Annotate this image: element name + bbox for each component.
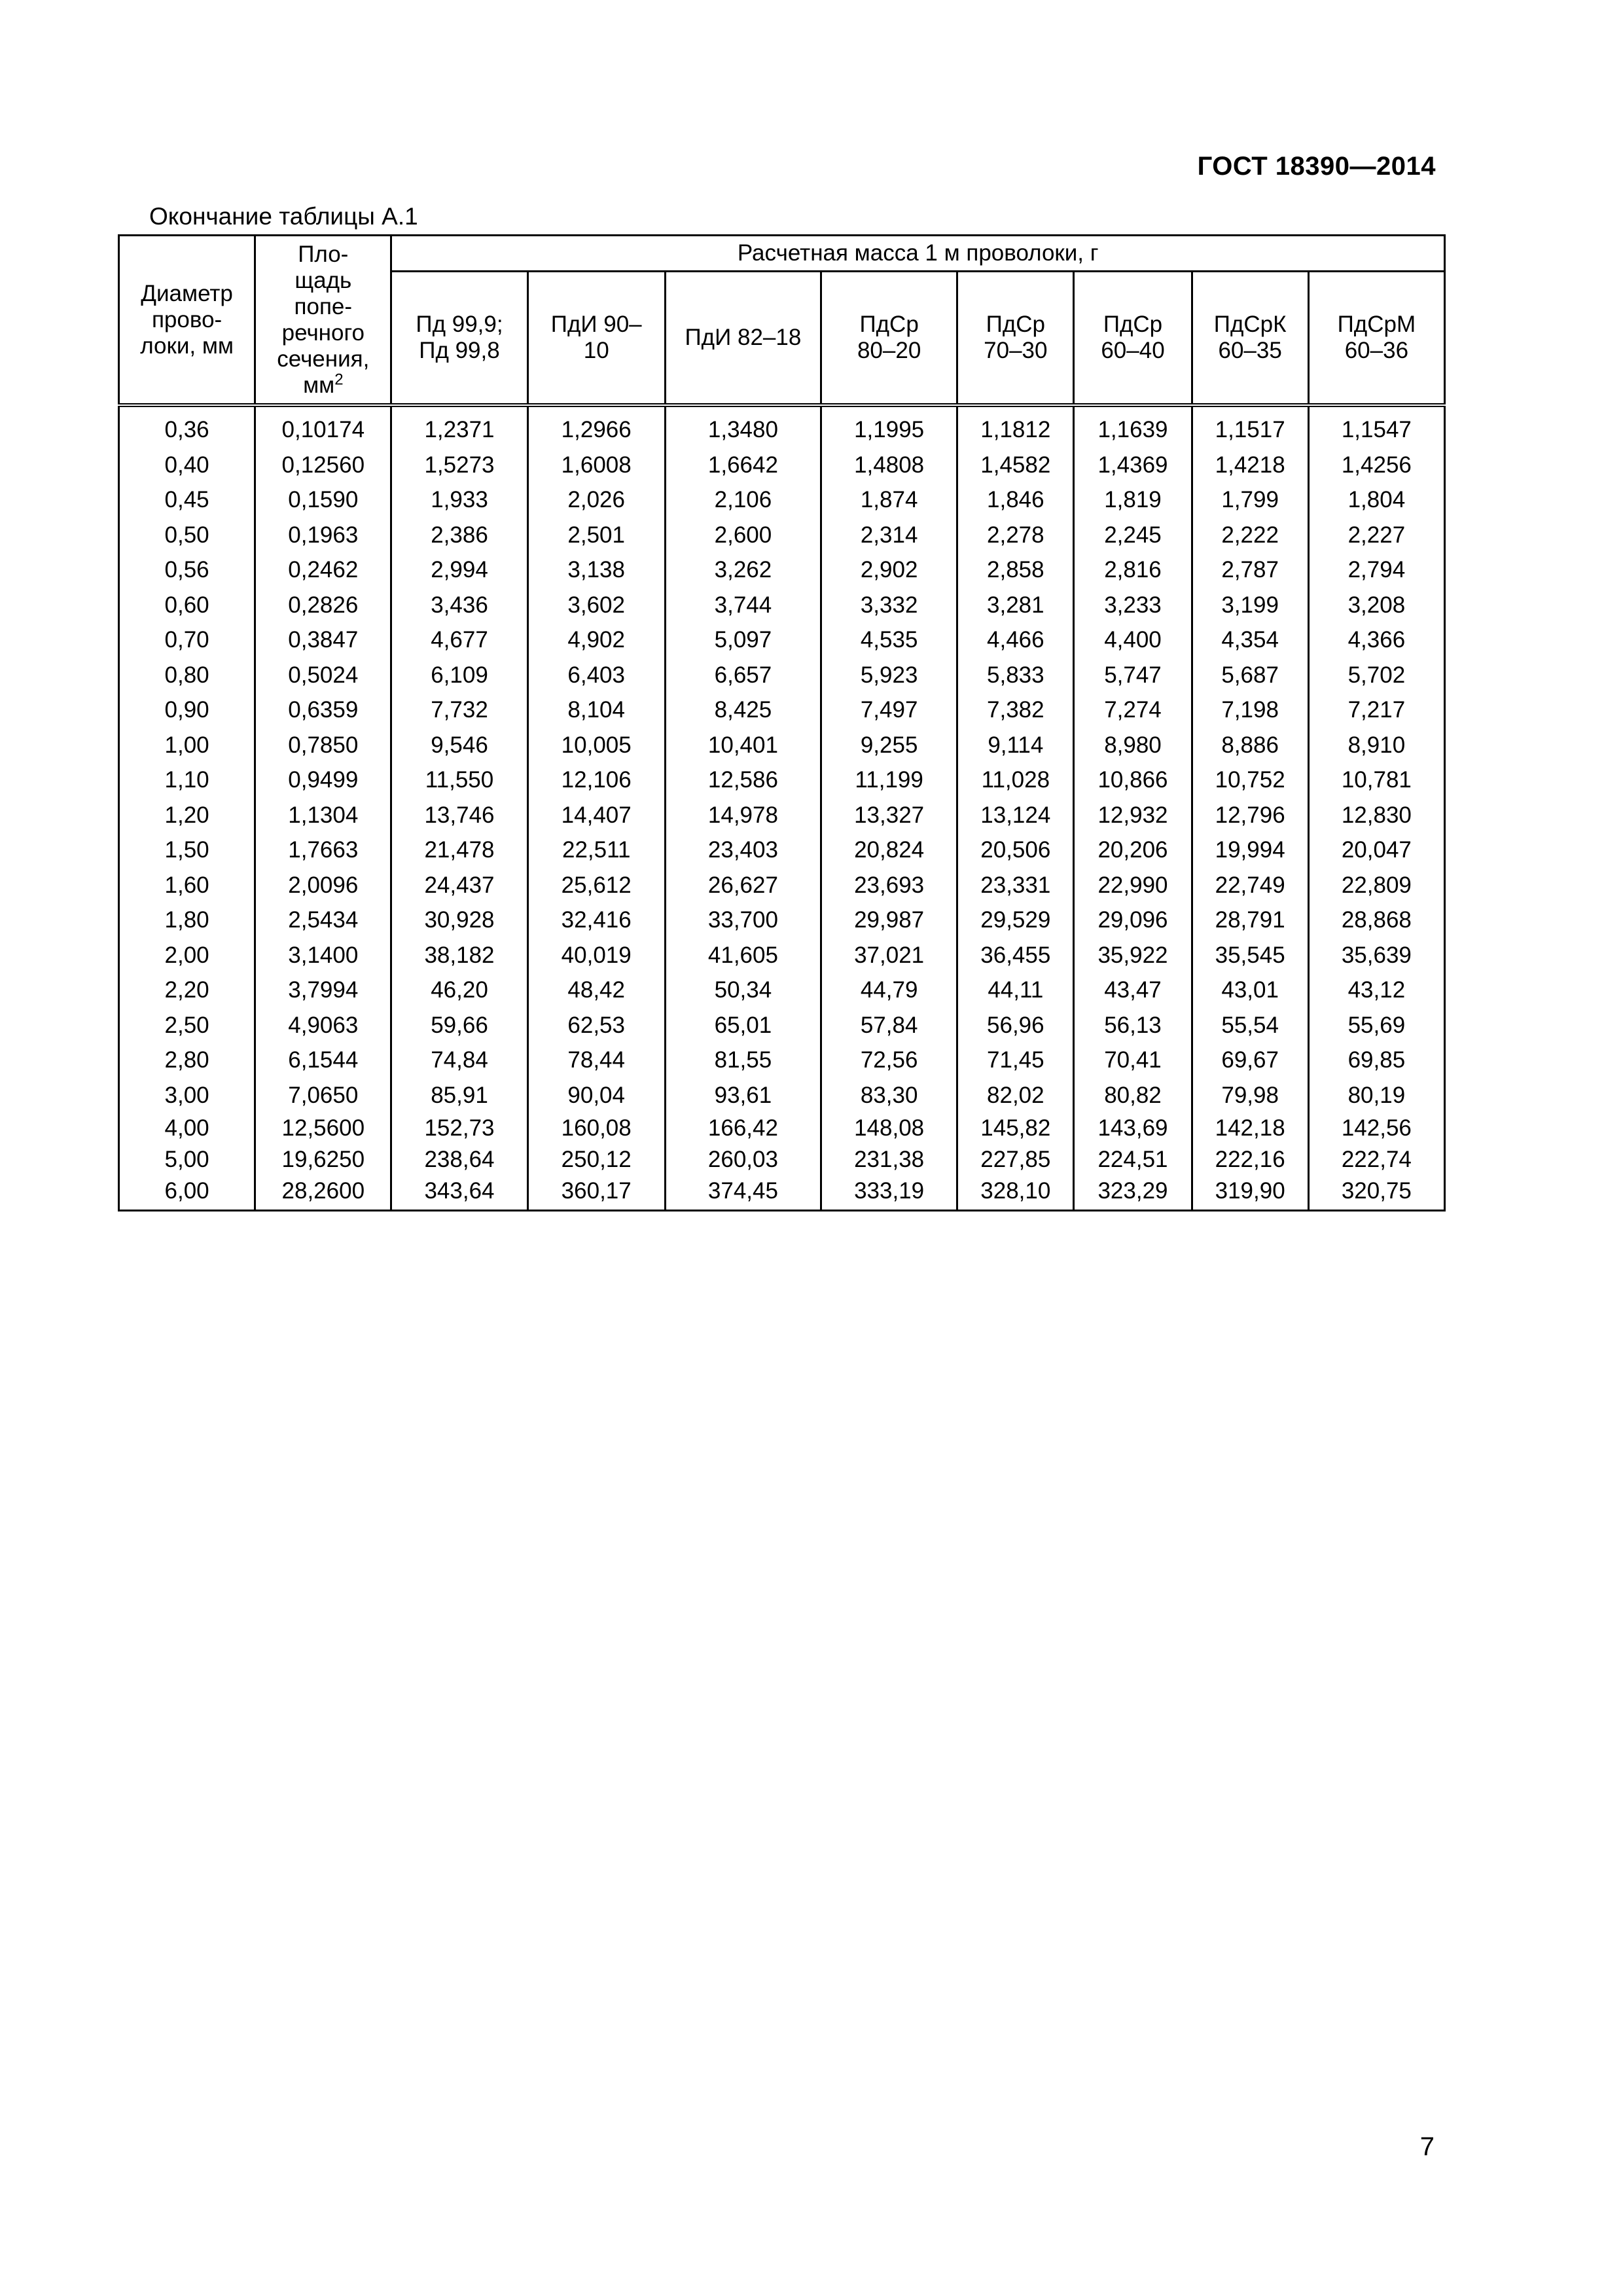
cell-mass: 46,20 — [391, 973, 527, 1008]
cell-mass: 1,799 — [1192, 482, 1308, 518]
cell-diameter: 0,45 — [119, 482, 255, 518]
cell-mass: 43,12 — [1308, 973, 1444, 1008]
cell-mass: 3,436 — [391, 588, 527, 623]
cell-mass: 41,605 — [665, 938, 821, 973]
table-row — [119, 868, 1445, 903]
table-row — [119, 622, 1445, 658]
cell-mass: 10,781 — [1308, 762, 1444, 798]
cell-mass: 26,627 — [665, 868, 821, 903]
cell-mass: 37,021 — [821, 938, 957, 973]
col-header-alloy: ПдИ 90– 10 — [527, 272, 665, 406]
cell-mass: 6,657 — [665, 658, 821, 693]
cell-mass: 1,1547 — [1308, 405, 1444, 448]
cell-mass: 29,987 — [821, 903, 957, 938]
cell-mass: 55,69 — [1308, 1008, 1444, 1043]
table-row — [119, 1144, 1445, 1175]
table-row — [119, 973, 1445, 1008]
cell-mass: 145,82 — [957, 1113, 1074, 1144]
col-header-area-sup: 2 — [334, 370, 344, 388]
cell-mass: 5,687 — [1192, 658, 1308, 693]
cell-mass: 3,332 — [821, 588, 957, 623]
cell-mass: 23,331 — [957, 868, 1074, 903]
cell-mass: 8,104 — [527, 692, 665, 728]
cell-mass: 1,819 — [1074, 482, 1192, 518]
cell-mass: 1,1517 — [1192, 405, 1308, 448]
cell-diameter: 1,60 — [119, 868, 255, 903]
cell-area: 0,2462 — [255, 552, 391, 588]
cell-mass: 23,693 — [821, 868, 957, 903]
cell-mass: 38,182 — [391, 938, 527, 973]
cell-mass: 6,109 — [391, 658, 527, 693]
cell-mass: 1,1812 — [957, 405, 1074, 448]
cell-mass: 35,639 — [1308, 938, 1444, 973]
cell-mass: 1,4808 — [821, 448, 957, 483]
cell-mass: 56,96 — [957, 1008, 1074, 1043]
cell-mass: 1,2966 — [527, 405, 665, 448]
cell-area: 2,0096 — [255, 868, 391, 903]
cell-diameter: 0,90 — [119, 692, 255, 728]
cell-mass: 9,114 — [957, 728, 1074, 763]
cell-mass: 23,403 — [665, 833, 821, 868]
col-header-diameter — [119, 236, 255, 406]
table-row — [119, 658, 1445, 693]
table-row — [119, 903, 1445, 938]
cell-mass: 1,1639 — [1074, 405, 1192, 448]
table-body — [119, 405, 1445, 1211]
cell-mass: 22,511 — [527, 833, 665, 868]
cell-diameter: 2,80 — [119, 1043, 255, 1078]
col-header-diameter-label: Диаметр прово- локи, мм — [140, 280, 234, 359]
cell-mass: 3,262 — [665, 552, 821, 588]
cell-mass: 71,45 — [957, 1043, 1074, 1078]
cell-diameter: 2,20 — [119, 973, 255, 1008]
cell-mass: 14,978 — [665, 798, 821, 833]
cell-mass: 3,233 — [1074, 588, 1192, 623]
cell-mass: 2,501 — [527, 518, 665, 553]
cell-area: 1,1304 — [255, 798, 391, 833]
table-row — [119, 405, 1445, 448]
cell-mass: 8,425 — [665, 692, 821, 728]
cell-diameter: 0,60 — [119, 588, 255, 623]
cell-mass: 4,400 — [1074, 622, 1192, 658]
cell-mass: 20,506 — [957, 833, 1074, 868]
cell-mass: 83,30 — [821, 1078, 957, 1113]
cell-mass: 4,354 — [1192, 622, 1308, 658]
cell-area: 3,7994 — [255, 973, 391, 1008]
cell-mass: 4,677 — [391, 622, 527, 658]
cell-mass: 62,53 — [527, 1008, 665, 1043]
cell-mass: 1,1995 — [821, 405, 957, 448]
cell-mass: 81,55 — [665, 1043, 821, 1078]
cell-diameter: 2,00 — [119, 938, 255, 973]
cell-mass: 1,804 — [1308, 482, 1444, 518]
cell-diameter: 0,40 — [119, 448, 255, 483]
cell-diameter: 6,00 — [119, 1175, 255, 1211]
cell-mass: 85,91 — [391, 1078, 527, 1113]
cell-mass: 222,74 — [1308, 1144, 1444, 1175]
cell-mass: 44,11 — [957, 973, 1074, 1008]
cell-mass: 2,222 — [1192, 518, 1308, 553]
cell-mass: 2,106 — [665, 482, 821, 518]
cell-mass: 35,545 — [1192, 938, 1308, 973]
cell-mass: 69,85 — [1308, 1043, 1444, 1078]
cell-mass: 360,17 — [527, 1175, 665, 1211]
cell-mass: 148,08 — [821, 1113, 957, 1144]
cell-mass: 43,47 — [1074, 973, 1192, 1008]
cell-mass: 25,612 — [527, 868, 665, 903]
cell-mass: 1,3480 — [665, 405, 821, 448]
cell-mass: 222,16 — [1192, 1144, 1308, 1175]
cell-mass: 8,886 — [1192, 728, 1308, 763]
cell-mass: 29,096 — [1074, 903, 1192, 938]
cell-mass: 2,245 — [1074, 518, 1192, 553]
cell-mass: 4,466 — [957, 622, 1074, 658]
wire-mass-table — [118, 234, 1446, 1211]
cell-mass: 13,327 — [821, 798, 957, 833]
cell-mass: 6,403 — [527, 658, 665, 693]
cell-mass: 12,796 — [1192, 798, 1308, 833]
cell-mass: 2,386 — [391, 518, 527, 553]
cell-mass: 69,67 — [1192, 1043, 1308, 1078]
cell-mass: 13,746 — [391, 798, 527, 833]
cell-area: 7,0650 — [255, 1078, 391, 1113]
table-row — [119, 692, 1445, 728]
cell-mass: 2,314 — [821, 518, 957, 553]
cell-mass: 36,455 — [957, 938, 1074, 973]
cell-mass: 7,732 — [391, 692, 527, 728]
cell-mass: 1,6008 — [527, 448, 665, 483]
cell-diameter: 1,20 — [119, 798, 255, 833]
table-row — [119, 552, 1445, 588]
cell-mass: 8,910 — [1308, 728, 1444, 763]
cell-mass: 12,932 — [1074, 798, 1192, 833]
table-row — [119, 1008, 1445, 1043]
table-row — [119, 588, 1445, 623]
cell-mass: 28,868 — [1308, 903, 1444, 938]
cell-diameter: 4,00 — [119, 1113, 255, 1144]
cell-mass: 2,902 — [821, 552, 957, 588]
cell-mass: 13,124 — [957, 798, 1074, 833]
cell-mass: 90,04 — [527, 1078, 665, 1113]
cell-mass: 5,702 — [1308, 658, 1444, 693]
cell-diameter: 0,50 — [119, 518, 255, 553]
cell-diameter: 1,00 — [119, 728, 255, 763]
cell-mass: 59,66 — [391, 1008, 527, 1043]
cell-mass: 160,08 — [527, 1113, 665, 1144]
cell-diameter: 0,36 — [119, 405, 255, 448]
cell-mass: 5,747 — [1074, 658, 1192, 693]
cell-mass: 1,874 — [821, 482, 957, 518]
cell-mass: 22,809 — [1308, 868, 1444, 903]
cell-mass: 1,5273 — [391, 448, 527, 483]
cell-mass: 343,64 — [391, 1175, 527, 1211]
cell-mass: 4,902 — [527, 622, 665, 658]
table-row — [119, 938, 1445, 973]
cell-mass: 65,01 — [665, 1008, 821, 1043]
cell-mass: 7,497 — [821, 692, 957, 728]
cell-mass: 43,01 — [1192, 973, 1308, 1008]
cell-mass: 3,744 — [665, 588, 821, 623]
group-header-mass: Расчетная масса 1 м проволоки, г — [391, 236, 1445, 272]
cell-diameter: 2,50 — [119, 1008, 255, 1043]
table-caption: Окончание таблицы А.1 — [149, 203, 418, 230]
cell-mass: 374,45 — [665, 1175, 821, 1211]
cell-area: 3,1400 — [255, 938, 391, 973]
cell-mass: 93,61 — [665, 1078, 821, 1113]
cell-diameter: 0,56 — [119, 552, 255, 588]
cell-mass: 10,401 — [665, 728, 821, 763]
cell-mass: 11,550 — [391, 762, 527, 798]
cell-mass: 82,02 — [957, 1078, 1074, 1113]
cell-mass: 12,586 — [665, 762, 821, 798]
cell-mass: 11,028 — [957, 762, 1074, 798]
cell-mass: 50,34 — [665, 973, 821, 1008]
cell-mass: 35,922 — [1074, 938, 1192, 973]
cell-mass: 333,19 — [821, 1175, 957, 1211]
cell-mass: 22,990 — [1074, 868, 1192, 903]
table-row — [119, 1175, 1445, 1211]
table-row — [119, 482, 1445, 518]
cell-mass: 2,794 — [1308, 552, 1444, 588]
cell-area: 0,5024 — [255, 658, 391, 693]
cell-mass: 10,005 — [527, 728, 665, 763]
cell-mass: 56,13 — [1074, 1008, 1192, 1043]
cell-mass: 48,42 — [527, 973, 665, 1008]
cell-mass: 166,42 — [665, 1113, 821, 1144]
cell-mass: 5,833 — [957, 658, 1074, 693]
cell-area: 0,6359 — [255, 692, 391, 728]
table-row — [119, 1078, 1445, 1113]
cell-mass: 142,56 — [1308, 1113, 1444, 1144]
cell-mass: 22,749 — [1192, 868, 1308, 903]
cell-mass: 224,51 — [1074, 1144, 1192, 1175]
cell-mass: 2,278 — [957, 518, 1074, 553]
cell-mass: 3,208 — [1308, 588, 1444, 623]
cell-mass: 320,75 — [1308, 1175, 1444, 1211]
table-row — [119, 728, 1445, 763]
cell-mass: 79,98 — [1192, 1078, 1308, 1113]
col-header-alloy: ПдСрК 60–35 — [1192, 272, 1308, 406]
cell-area: 12,5600 — [255, 1113, 391, 1144]
cell-mass: 3,138 — [527, 552, 665, 588]
cell-area: 0,2826 — [255, 588, 391, 623]
cell-mass: 3,199 — [1192, 588, 1308, 623]
cell-mass: 4,535 — [821, 622, 957, 658]
cell-mass: 2,858 — [957, 552, 1074, 588]
cell-area: 0,3847 — [255, 622, 391, 658]
cell-mass: 20,824 — [821, 833, 957, 868]
col-header-alloy: ПдСрМ 60–36 — [1308, 272, 1444, 406]
col-header-alloy: ПдСр 80–20 — [821, 272, 957, 406]
cell-mass: 143,69 — [1074, 1113, 1192, 1144]
cell-area: 4,9063 — [255, 1008, 391, 1043]
cell-mass: 21,478 — [391, 833, 527, 868]
cell-mass: 5,923 — [821, 658, 957, 693]
cell-mass: 80,19 — [1308, 1078, 1444, 1113]
cell-mass: 19,994 — [1192, 833, 1308, 868]
table-row — [119, 1113, 1445, 1144]
cell-mass: 227,85 — [957, 1144, 1074, 1175]
cell-diameter: 1,10 — [119, 762, 255, 798]
cell-diameter: 1,80 — [119, 903, 255, 938]
cell-diameter: 1,50 — [119, 833, 255, 868]
cell-mass: 40,019 — [527, 938, 665, 973]
cell-diameter: 3,00 — [119, 1078, 255, 1113]
cell-mass: 20,047 — [1308, 833, 1444, 868]
cell-mass: 3,602 — [527, 588, 665, 623]
col-header-area — [255, 236, 391, 406]
cell-mass: 1,2371 — [391, 405, 527, 448]
cell-mass: 1,6642 — [665, 448, 821, 483]
cell-mass: 1,4256 — [1308, 448, 1444, 483]
cell-mass: 2,026 — [527, 482, 665, 518]
cell-area: 0,7850 — [255, 728, 391, 763]
cell-mass: 238,64 — [391, 1144, 527, 1175]
cell-mass: 2,227 — [1308, 518, 1444, 553]
cell-mass: 3,281 — [957, 588, 1074, 623]
table-row — [119, 518, 1445, 553]
table-row — [119, 833, 1445, 868]
cell-mass: 152,73 — [391, 1113, 527, 1144]
cell-area: 1,7663 — [255, 833, 391, 868]
cell-mass: 7,217 — [1308, 692, 1444, 728]
cell-mass: 10,866 — [1074, 762, 1192, 798]
cell-mass: 2,787 — [1192, 552, 1308, 588]
cell-mass: 260,03 — [665, 1144, 821, 1175]
cell-mass: 57,84 — [821, 1008, 957, 1043]
cell-mass: 74,84 — [391, 1043, 527, 1078]
cell-mass: 1,846 — [957, 482, 1074, 518]
cell-mass: 9,255 — [821, 728, 957, 763]
cell-area: 19,6250 — [255, 1144, 391, 1175]
cell-mass: 8,980 — [1074, 728, 1192, 763]
cell-mass: 4,366 — [1308, 622, 1444, 658]
cell-mass: 24,437 — [391, 868, 527, 903]
document-code: ГОСТ 18390—2014 — [1197, 152, 1436, 181]
col-header-alloy: ПдИ 82–18 — [665, 272, 821, 406]
cell-mass: 80,82 — [1074, 1078, 1192, 1113]
cell-area: 28,2600 — [255, 1175, 391, 1211]
cell-mass: 7,274 — [1074, 692, 1192, 728]
cell-mass: 12,106 — [527, 762, 665, 798]
col-header-area-label: Пло- щадь попе- речного сечения, мм — [277, 241, 370, 398]
cell-mass: 30,928 — [391, 903, 527, 938]
cell-mass: 2,816 — [1074, 552, 1192, 588]
cell-area: 0,1963 — [255, 518, 391, 553]
cell-mass: 44,79 — [821, 973, 957, 1008]
cell-mass: 72,56 — [821, 1043, 957, 1078]
cell-area: 0,1590 — [255, 482, 391, 518]
cell-mass: 1,4218 — [1192, 448, 1308, 483]
cell-mass: 11,199 — [821, 762, 957, 798]
cell-mass: 70,41 — [1074, 1043, 1192, 1078]
cell-mass: 319,90 — [1192, 1175, 1308, 1211]
cell-area: 2,5434 — [255, 903, 391, 938]
cell-mass: 328,10 — [957, 1175, 1074, 1211]
cell-mass: 1,4369 — [1074, 448, 1192, 483]
col-header-alloy: ПдСр 70–30 — [957, 272, 1074, 406]
cell-mass: 7,198 — [1192, 692, 1308, 728]
cell-mass: 29,529 — [957, 903, 1074, 938]
cell-diameter: 0,80 — [119, 658, 255, 693]
cell-mass: 20,206 — [1074, 833, 1192, 868]
cell-mass: 5,097 — [665, 622, 821, 658]
cell-area: 0,12560 — [255, 448, 391, 483]
table-row — [119, 798, 1445, 833]
cell-area: 0,9499 — [255, 762, 391, 798]
col-header-alloy: ПдСр 60–40 — [1074, 272, 1192, 406]
cell-mass: 1,933 — [391, 482, 527, 518]
cell-mass: 32,416 — [527, 903, 665, 938]
cell-mass: 1,4582 — [957, 448, 1074, 483]
cell-mass: 2,600 — [665, 518, 821, 553]
col-header-alloy: Пд 99,9; Пд 99,8 — [391, 272, 527, 406]
cell-mass: 231,38 — [821, 1144, 957, 1175]
cell-mass: 55,54 — [1192, 1008, 1308, 1043]
cell-mass: 78,44 — [527, 1043, 665, 1078]
cell-mass: 9,546 — [391, 728, 527, 763]
cell-area: 6,1544 — [255, 1043, 391, 1078]
table-row — [119, 1043, 1445, 1078]
cell-mass: 7,382 — [957, 692, 1074, 728]
cell-mass: 33,700 — [665, 903, 821, 938]
cell-mass: 142,18 — [1192, 1113, 1308, 1144]
cell-area: 0,10174 — [255, 405, 391, 448]
cell-mass: 14,407 — [527, 798, 665, 833]
cell-mass: 12,830 — [1308, 798, 1444, 833]
cell-mass: 28,791 — [1192, 903, 1308, 938]
table-row — [119, 762, 1445, 798]
cell-diameter: 5,00 — [119, 1144, 255, 1175]
cell-diameter: 0,70 — [119, 622, 255, 658]
cell-mass: 10,752 — [1192, 762, 1308, 798]
cell-mass: 2,994 — [391, 552, 527, 588]
cell-mass: 323,29 — [1074, 1175, 1192, 1211]
table-row — [119, 448, 1445, 483]
cell-mass: 250,12 — [527, 1144, 665, 1175]
page-number: 7 — [1419, 2132, 1435, 2161]
